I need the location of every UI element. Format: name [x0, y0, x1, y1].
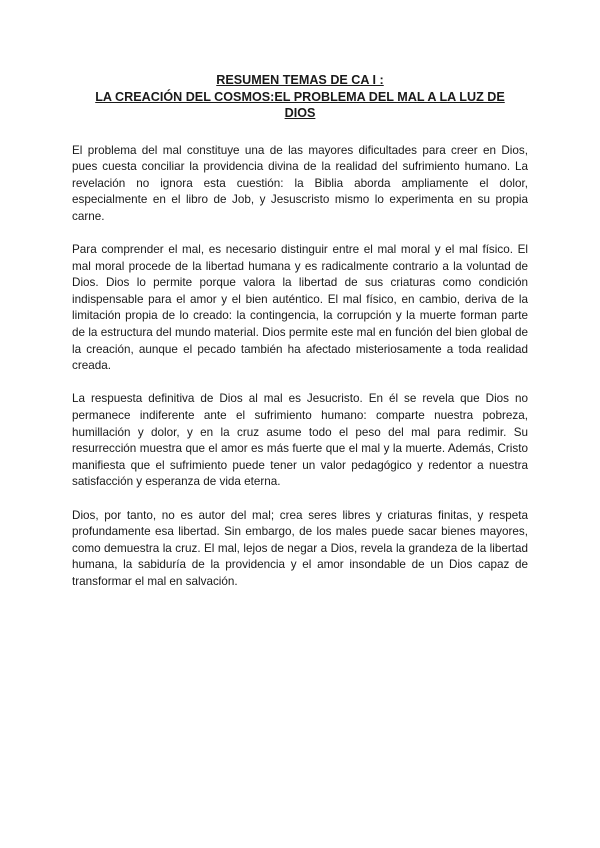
document-title — [72, 72, 528, 122]
paragraph-1: El problema del mal constituye una de las mayores dificultades para creer en Dios, pues cuesta conciliar la providencia divina de la realidad del sufrimiento humano. La revelación no ignora esta cuestión: la Biblia aborda ampliamente el dolor, especialmente en el libro de Job, y Jesuscristo mismo lo experimenta en su propia carne. — [72, 143, 528, 223]
title-line: LA CREACIÓN DEL COSMOS:EL PROBLEMA DEL MAL A LA LUZ DE — [95, 89, 505, 104]
title-line: RESUMEN TEMAS DE CA I : — [216, 73, 384, 87]
document-page — [72, 72, 528, 607]
paragraph-3: La respuesta definitiva de Dios al mal es Jesucristo. En él se revela que Dios no permanece indiferente ante el sufrimiento humano: comparte nuestra pobreza, humillación y dolor, y en la cruz asume todo el peso del mal para redimir. Su resurrección muestra que el amor es más fuerte que el mal y la muerte. Además, Cristo manifiesta que el sufrimiento puede tener un valor pedagógico y redentor a nuestra satisfacción y esperanza de vida eterna. — [72, 392, 528, 489]
paragraph-4: Dios, por tanto, no es autor del mal; crea seres libres y criaturas finitas, y respeta profundamente esa libertad. Sin embargo, de los males puede sacar bienes mayores, como demuestra la cruz. El mal, lejos de negar a Dios, revela la grandeza de la libertad humana, la sabiduría de la providencia y el amor insondable de un Dios capaz de transformar el mal en salvación. — [72, 508, 528, 588]
title-line: DIOS — [284, 106, 316, 120]
document-body — [72, 143, 528, 591]
paragraph-2: Para comprender el mal, es necesario distinguir entre el mal moral y el mal físico. El mal moral procede de la libertad humana y es radicalmente contrario a la voluntad de Dios. Dios lo permite porque valora la libertad de sus criaturas como condición indispensable para el amor y el bien auténtico. El mal físico, en cambio, deriva de la limitación propia de lo creado: la contingencia, la corrupción y la muerte forman parte de la estructura del mundo material. Dios permite este mal en función del bien global de la creación, aunque el pecado también ha afectado misteriosamente a toda realidad creada. — [72, 243, 528, 373]
